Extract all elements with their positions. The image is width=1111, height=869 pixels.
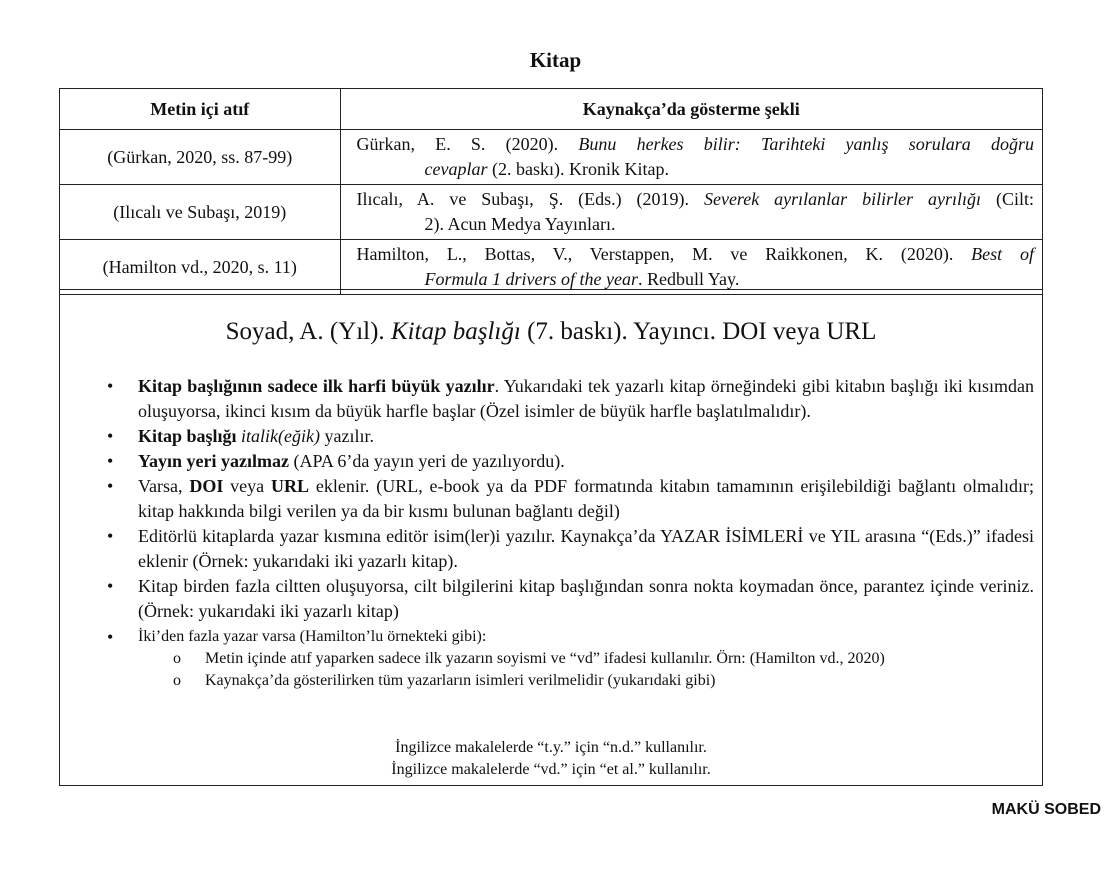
- rule-text: Editörlü kitaplarda yazar kısmına editör isim(ler)i yazılır. Kaynakça’da YAZAR İSİMLERİ ve YIL arasına “(Eds.)” ifadesi eklenir (Örnek: yukarıdaki iki yazarlı kitap).: [138, 526, 1034, 571]
- circle-bullet-icon: o: [173, 650, 181, 667]
- sub-rule-text: Metin içinde atıf yaparken sadece ilk yazarın soyismi ve “vd” ifadesi kullanılır. Örn: (Hamilton vd., 2020): [205, 650, 885, 667]
- header-reference-format: Kaynakça’da gösterme şekli: [340, 89, 1042, 130]
- rule-text: (APA 6’da yayın yeri de yazılıyordu).: [288, 451, 565, 471]
- content-frame: [59, 88, 1043, 786]
- rule-bold-text: Kitap başlığı: [138, 426, 237, 446]
- reference-text: (2. baskı). Kronik Kitap.: [487, 159, 669, 179]
- list-item: [107, 574, 1034, 624]
- circle-bullet-icon: o: [173, 672, 181, 689]
- formula-text: Soyad, A. (Yıl).: [225, 318, 391, 345]
- page-title: Kitap: [529, 48, 582, 72]
- rule-text: Varsa,: [138, 476, 190, 496]
- citation-table: [60, 89, 1042, 295]
- bullet-icon: •: [107, 576, 114, 596]
- rule-text: yazılır.: [320, 426, 374, 446]
- table-header-row: [60, 89, 1042, 130]
- note-line: İngilizce makalelerde “t.y.” için “n.d.” kullanılır.: [395, 739, 707, 756]
- in-text-citation: (Gürkan, 2020, ss. 87-99): [60, 130, 340, 185]
- reference-book-title: Best of: [971, 244, 1034, 264]
- rule-text: Kitap birden fazla ciltten oluşuyorsa, cilt bilgilerini kitap başlığından sonra nokta koymadan önce, parantez içinde veriniz. (Örnek: yukarıdaki iki yazarlı kitap): [138, 576, 1034, 621]
- list-item: [107, 626, 1034, 692]
- english-notes: [60, 737, 1042, 781]
- reference-text: Gürkan, E. S. (2020).: [356, 134, 579, 154]
- reference-book-title: Bunu herkes bilir: Tarihteki yanlış sorulara doğru: [578, 134, 1034, 154]
- bullet-icon: •: [107, 426, 114, 446]
- reference-text: Ilıcalı, A. ve Subaşı, Ş. (Eds.) (2019).: [356, 189, 704, 209]
- reference-text: (Cilt:: [981, 189, 1034, 209]
- list-item: [107, 374, 1034, 424]
- list-item: [107, 474, 1035, 524]
- rule-italic-text: italik(eğik): [241, 426, 320, 446]
- bullet-icon: •: [107, 451, 114, 471]
- rule-bold-text: URL: [271, 476, 310, 496]
- reference-text: Hamilton, L., Bottas, V., Verstappen, M. ve Raikkonen, K. (2020).: [356, 244, 972, 264]
- rule-bold-text: Yayın yeri yazılmaz: [138, 451, 289, 471]
- reference-entry: [340, 130, 1042, 185]
- rules-list: [107, 374, 1035, 692]
- bullet-icon: •: [107, 476, 114, 496]
- reference-text: 2). Acun Medya Yayınları.: [424, 214, 616, 234]
- reference-formula: [60, 318, 1042, 346]
- list-item: [107, 449, 1034, 474]
- reference-entry: [340, 240, 1042, 295]
- sub-rule-text: Kaynakça’da gösterilirken tüm yazarların isimleri verilmelidir (yukarıdaki gibi): [205, 672, 716, 689]
- rule-text: eklenir. (URL, e-book ya da PDF formatında kitabın tamamının erişilebildiği bağlantı olmalıdır; kitap hakkında bilgi verilen ya da bir kısmı bulunan bağlantı değil): [138, 476, 1035, 521]
- reference-text: . Redbull Yay.: [637, 269, 740, 289]
- rule-text: İki’den fazla yazar varsa (Hamilton’lu örnekteki gibi):: [138, 628, 487, 645]
- brand-label: MAKÜ SOBED: [991, 801, 1101, 818]
- list-item: [107, 424, 1034, 449]
- rule-bold-text: DOI: [189, 476, 224, 496]
- table-row: [60, 185, 1042, 240]
- note-line: İngilizce makalelerde “vd.” için “et al.” kullanılır.: [391, 761, 711, 778]
- bullet-icon: •: [107, 376, 114, 396]
- formula-title: Kitap başlığı: [390, 318, 521, 345]
- rules-section: [60, 289, 1042, 786]
- bullet-icon: •: [107, 526, 114, 546]
- formula-text: (7. baskı). Yayıncı. DOI veya URL: [520, 318, 877, 345]
- table-row: [60, 130, 1042, 185]
- in-text-citation: (Hamilton vd., 2020, s. 11): [60, 240, 340, 295]
- list-item: [107, 524, 1034, 574]
- table-row: [60, 240, 1042, 295]
- rule-text: veya: [223, 476, 272, 496]
- bullet-icon: •: [107, 627, 114, 647]
- header-in-text-citation: Metin içi atıf: [60, 89, 340, 130]
- reference-book-title: Severek ayrılanlar bilirler ayrılığı: [703, 189, 982, 209]
- sub-list: [138, 648, 1034, 692]
- sub-list-item: [173, 648, 1034, 670]
- in-text-citation: (Ilıcalı ve Subaşı, 2019): [60, 185, 340, 240]
- reference-book-title: Formula 1 drivers of the year: [424, 269, 638, 289]
- reference-book-title: cevaplar: [424, 159, 488, 179]
- sub-list-item: [173, 670, 1034, 692]
- reference-entry: [340, 185, 1042, 240]
- rule-bold-text: Kitap başlığının sadece ilk harfi büyük yazılır: [138, 376, 495, 396]
- rule-text: . Yukarıdaki tek yazarlı kitap örneğindeki gibi kitabın başlığı iki kısımdan oluşuyorsa, ikinci kısım da büyük harfle başlar (Özel isimler de büyük harfle başlatılmalıdır).: [138, 376, 1034, 421]
